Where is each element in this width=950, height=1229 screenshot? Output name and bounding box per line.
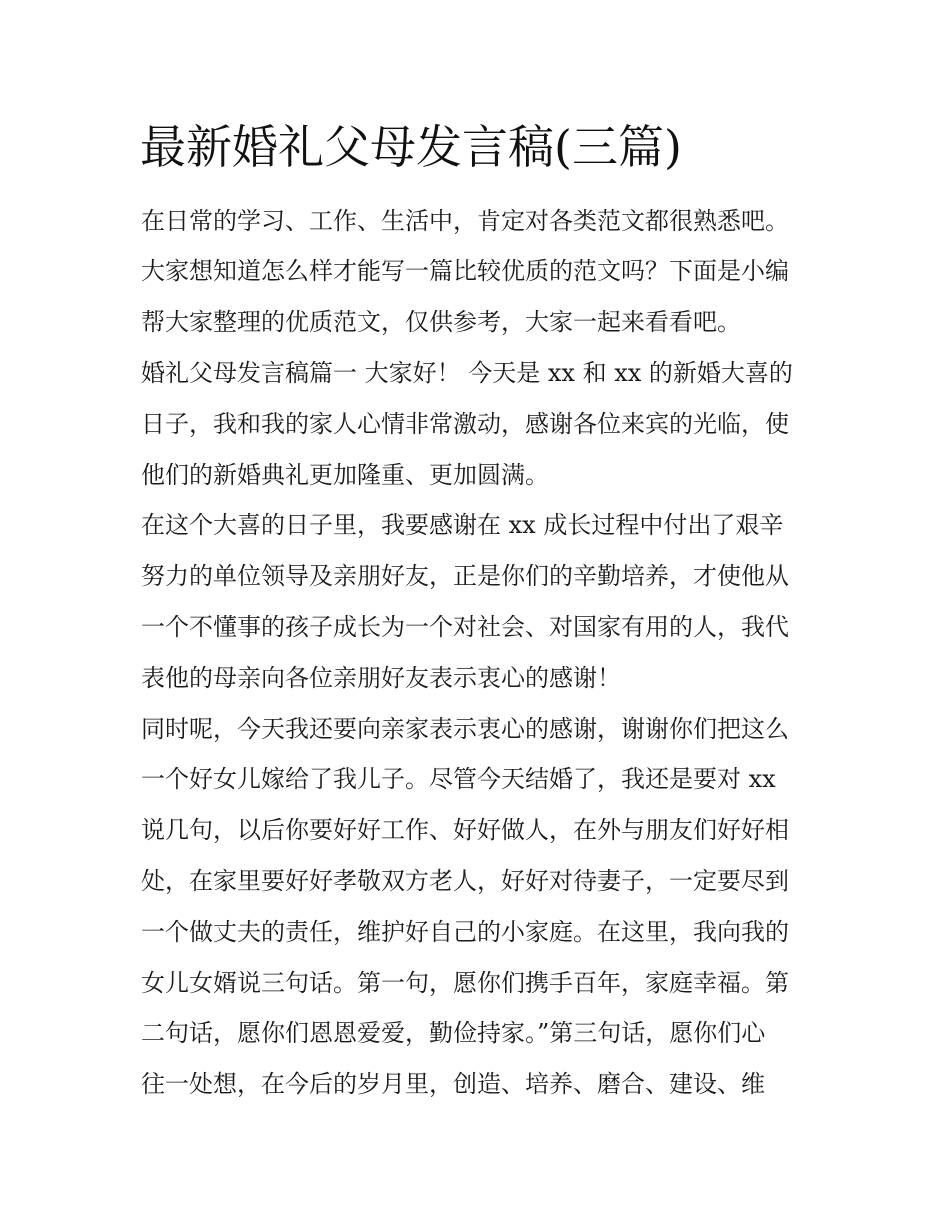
body-line-14: 处，在家里要好好孝敬双方老人，好好对待妻子，一定要尽到 (141, 867, 789, 895)
body-line-18: 往一处想，在今后的岁月里，创造、培养、磨合、建设、维 (141, 1070, 765, 1098)
body-line-17: 二句话，愿你们恩恩爱爱，勤俭持家。”第三句话，愿你们心 (141, 1019, 766, 1047)
body-line-16: 女儿女婿说三句话。第一句，愿你们携手百年，家庭幸福。第 (141, 969, 789, 997)
body-line-8: 努力的单位领导及亲朋好友，正是你们的辛勤培养，才使他从 (141, 562, 789, 590)
body-line-6: 他们的新婚典礼更加隆重、更加圆满。 (141, 461, 549, 489)
body-line-13: 说几句，以后你要好好工作、好好做人，在外与朋友们好好相 (141, 816, 789, 844)
body-line-2: 大家想知道怎么样才能写一篇比较优质的范文吗？下面是小编 (141, 257, 789, 285)
body-line-15: 一个做丈夫的责任，维护好自己的小家庭。在这里，我向我的 (141, 918, 789, 946)
body-line-7: 在这个大喜的日子里，我要感谢在 xx 成长过程中付出了艰辛 (141, 511, 784, 539)
body-line-3: 帮大家整理的优质范文，仅供参考，大家一起来看看吧。 (141, 308, 741, 336)
body-line-11: 同时呢，今天我还要向亲家表示衷心的感谢，谢谢你们把这么 (141, 715, 789, 743)
body-line-12: 一个好女儿嫁给了我儿子。尽管今天结婚了，我还是要对 xx (141, 765, 776, 793)
body-line-9: 一个不懂事的孩子成长为一个对社会、对国家有用的人，我代 (141, 613, 789, 641)
body-line-5: 日子，我和我的家人心情非常激动，感谢各位来宾的光临，使 (141, 410, 789, 438)
body-line-10: 表他的母亲向各位亲朋好友表示衷心的感谢！ (141, 664, 621, 692)
body-line-1: 在日常的学习、工作、生活中，肯定对各类范文都很熟悉吧。 (141, 207, 789, 235)
document-title: 最新婚礼父母发言稿(三篇) (140, 120, 682, 174)
body-line-4: 婚礼父母发言稿篇一 大家好！ 今天是 xx 和 xx 的新婚大喜的 (141, 359, 793, 387)
